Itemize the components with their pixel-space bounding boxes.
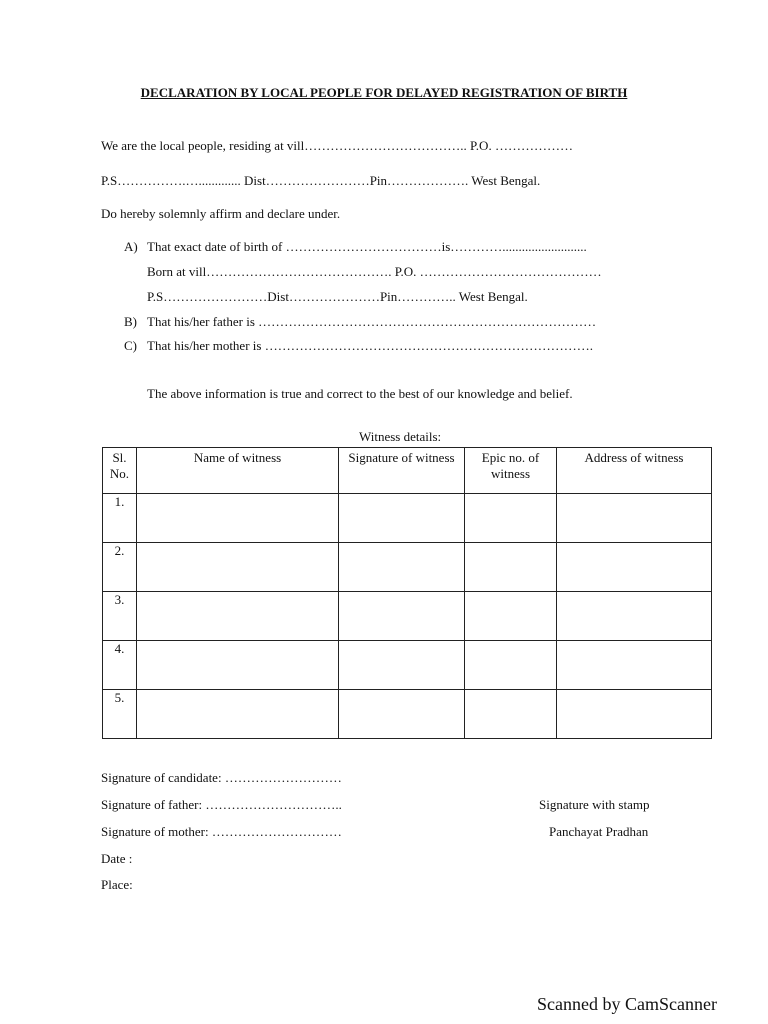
row-serial-number: 1. [103, 494, 137, 543]
panchayat-pradhan-label: Panchayat Pradhan [549, 824, 649, 839]
signature-cell[interactable] [339, 543, 465, 592]
intro-line-affirm: Do hereby solemnly affirm and declare under. [101, 206, 341, 221]
header-sl-no: Sl. No. [103, 448, 137, 494]
stamp-signature-label: Signature with stamp [539, 797, 650, 812]
epic-cell[interactable] [465, 543, 557, 592]
camscanner-watermark: Scanned by CamScanner [537, 994, 717, 1014]
mother-signature-line: Signature of mother: ………………………… [101, 824, 342, 839]
address-cell[interactable] [557, 494, 712, 543]
affirmation-statement: The above information is true and correct to the best of our knowledge and belief. [147, 386, 573, 401]
table-row [103, 690, 712, 739]
item-a-born-at: Born at vill……………………………………. P.O. …………………………………… [147, 264, 602, 279]
witness-caption: Witness details: [359, 429, 442, 444]
table-row [103, 641, 712, 690]
item-b-father: That his/her father is …………………………………………………………………… [147, 314, 597, 329]
header-name-of-witness: Name of witness [137, 448, 339, 494]
intro-line-police-station: P.S…………….…............. Dist……………………Pin………………. West Bengal. [101, 173, 541, 188]
epic-cell[interactable] [465, 641, 557, 690]
item-c-mother: That his/her mother is …………………………………………………………………. [147, 338, 593, 353]
table-row [103, 494, 712, 543]
item-c-label: C) [124, 338, 137, 353]
place-field-label: Place: [101, 877, 133, 892]
address-cell[interactable] [557, 690, 712, 739]
address-cell[interactable] [557, 592, 712, 641]
epic-cell[interactable] [465, 494, 557, 543]
candidate-signature-line: Signature of candidate: ……………………… [101, 770, 342, 785]
signature-cell[interactable] [339, 592, 465, 641]
name-cell[interactable] [137, 641, 339, 690]
document-title: DECLARATION BY LOCAL PEOPLE FOR DELAYED REGISTRATION OF BIRTH [140, 85, 628, 100]
row-serial-number: 5. [103, 690, 137, 739]
name-cell[interactable] [137, 690, 339, 739]
epic-cell[interactable] [465, 592, 557, 641]
row-serial-number: 4. [103, 641, 137, 690]
date-field-label: Date : [101, 851, 133, 866]
witness-header-row [103, 448, 712, 494]
name-cell[interactable] [137, 494, 339, 543]
witness-table [102, 447, 712, 739]
item-a-date-of-birth: That exact date of birth of ………………………………is………….......................... [147, 239, 587, 254]
item-b-label: B) [124, 314, 137, 329]
name-cell[interactable] [137, 543, 339, 592]
table-row [103, 543, 712, 592]
item-a-label: A) [124, 239, 138, 254]
header-epic-no: Epic no. of witness [465, 448, 557, 494]
item-a-police-station: P.S……………………Dist…………………Pin………….. West Bengal. [147, 289, 528, 304]
row-serial-number: 2. [103, 543, 137, 592]
header-signature-of-witness: Signature of witness [339, 448, 465, 494]
intro-line-residence: We are the local people, residing at vill……………………………….. P.O. ……………… [101, 138, 573, 153]
table-row [103, 592, 712, 641]
address-cell[interactable] [557, 543, 712, 592]
header-address-of-witness: Address of witness [557, 448, 712, 494]
signature-cell[interactable] [339, 494, 465, 543]
address-cell[interactable] [557, 641, 712, 690]
name-cell[interactable] [137, 592, 339, 641]
signature-cell[interactable] [339, 690, 465, 739]
signature-cell[interactable] [339, 641, 465, 690]
father-signature-line: Signature of father: ………………………….. [101, 797, 342, 812]
row-serial-number: 3. [103, 592, 137, 641]
epic-cell[interactable] [465, 690, 557, 739]
